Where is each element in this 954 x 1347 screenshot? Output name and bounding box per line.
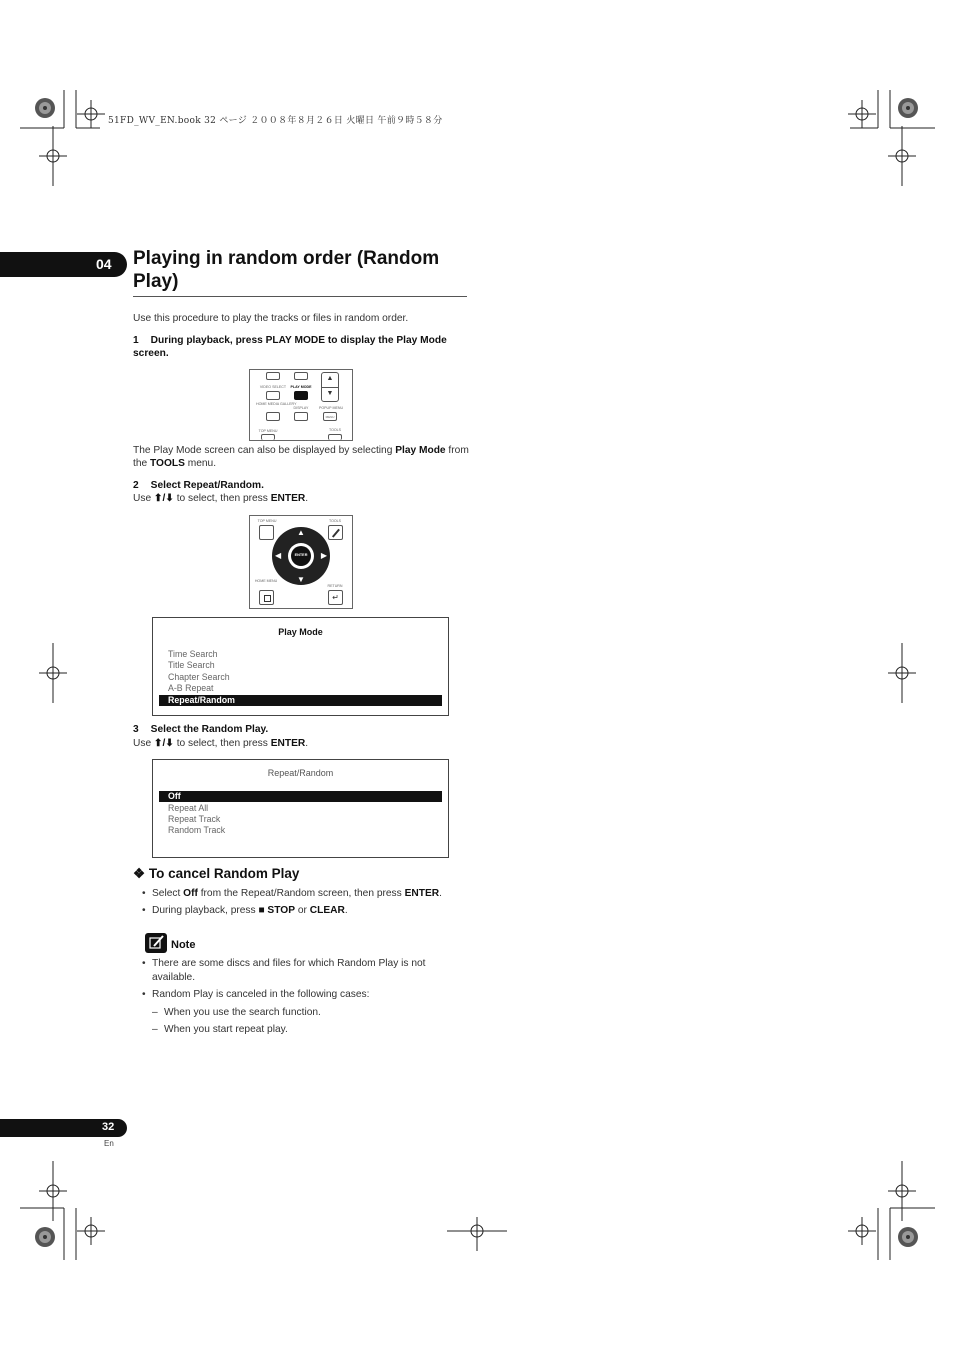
note-subitem: – When you use the search function. — [152, 1007, 321, 1018]
left-arrow-icon: ◀ — [275, 551, 282, 560]
step-3-instruction: Use ⬆/⬇ to select, then press ENTER. — [133, 738, 309, 749]
step-text: Select the Random Play. — [150, 724, 269, 735]
repeat-random-screen — [152, 759, 449, 858]
remote-key — [328, 434, 342, 440]
step-number: 3 — [133, 724, 139, 735]
osd-item: Repeat Track — [168, 814, 221, 824]
return-icon: ↵ — [328, 590, 343, 605]
step-2 — [133, 479, 463, 492]
remote-label-return: RETURN — [327, 584, 343, 588]
note-heading: Note — [171, 939, 196, 951]
step-number: 1 — [133, 335, 139, 346]
remote-label-popup-menu: POPUP MENU — [318, 406, 344, 410]
remote-key — [266, 412, 280, 421]
page-language: En — [104, 1139, 114, 1148]
remote-label-home-menu: HOME MENU — [254, 579, 278, 583]
cancel-section-heading: ❖ To cancel Random Play — [133, 866, 300, 881]
print-header: 51FD_WV_EN.book 32 ページ ２００８年８月２６日 火曜日 午前９時５８分 — [108, 116, 443, 126]
right-arrow-icon: ▶ — [320, 551, 327, 560]
remote-label-play-mode: PLAY MODE — [290, 385, 312, 389]
step-text: During playback, press PLAY MODE to display the Play Mode screen. — [133, 335, 447, 359]
play-mode-tools-note: The Play Mode screen can also be displayed by selecting Play Mode from the TOOLS menu. — [133, 445, 469, 469]
remote-label-enter: ENTER — [294, 553, 308, 557]
page-title: Playing in random order (Random Play) — [133, 248, 440, 292]
remote-label-tools: TOOLS — [328, 428, 342, 432]
osd-item: A-B Repeat — [168, 683, 214, 693]
arrow-keys-icon: ⬆/⬇ — [153, 738, 174, 749]
remote-label-display: DISPLAY — [293, 406, 309, 410]
down-arrow-icon: ▼ — [297, 575, 305, 584]
note-pencil-icon — [145, 933, 167, 953]
remote-illustration-play-mode — [249, 369, 353, 441]
osd-item: Chapter Search — [168, 672, 230, 682]
osd-item: Repeat All — [168, 803, 209, 813]
osd-title: Play Mode — [278, 627, 323, 637]
cancel-bullet-2: • During playback, press ■ STOP or CLEAR. — [142, 905, 348, 916]
up-arrow-icon: ▲ — [297, 528, 305, 537]
remote-key — [294, 412, 308, 421]
osd-item: Time Search — [168, 649, 218, 659]
osd-selected-item: Off — [159, 791, 442, 802]
page-number: 32 — [102, 1121, 115, 1133]
remote-label-top-menu: TOP MENU — [257, 519, 277, 523]
navigation-ring — [272, 527, 330, 585]
remote-key — [266, 372, 280, 380]
chapter-number: 04 — [96, 256, 112, 272]
remote-key — [261, 434, 275, 440]
intro-text: Use this procedure to play the tracks or files in random order. — [133, 313, 409, 324]
osd-selected-item: Repeat/Random — [159, 695, 442, 706]
remote-menu-key — [323, 412, 337, 421]
osd-item: Random Track — [168, 825, 226, 835]
tools-pencil-icon — [328, 525, 343, 540]
step-1 — [133, 334, 463, 360]
play-mode-screen — [152, 617, 449, 716]
enter-key — [288, 543, 314, 569]
remote-key — [294, 372, 308, 380]
note-subitem: – When you start repeat play. — [152, 1024, 288, 1035]
step-2-instruction: Use ⬆/⬇ to select, then press ENTER. — [133, 493, 309, 504]
arrow-keys-icon: ⬆/⬇ — [153, 493, 174, 504]
remote-updown-key: ▲ ▼ — [321, 372, 339, 402]
note-item: • There are some discs and files for which Random Play is not available. — [142, 958, 426, 983]
cancel-bullet-1: • Select Off from the Repeat/Random screen, then press ENTER. — [142, 888, 442, 899]
remote-label-video-select: VIDEO SELECT — [259, 385, 287, 389]
step-text: Select Repeat/Random. — [150, 480, 264, 491]
osd-title: Repeat/Random — [267, 768, 334, 778]
remote-illustration-navigation — [249, 515, 353, 609]
remote-label-menu: MENU — [325, 415, 335, 419]
osd-item: Title Search — [168, 660, 215, 670]
home-icon — [259, 590, 274, 605]
step-number: 2 — [133, 480, 139, 491]
play-mode-key — [294, 391, 308, 400]
remote-label-top-menu: TOP MENU — [258, 429, 278, 433]
step-3 — [133, 723, 463, 736]
title-divider — [133, 296, 467, 297]
remote-label-home-media-gallery: HOME MEDIA GALLERY — [256, 402, 297, 406]
remote-key — [266, 391, 280, 400]
note-item: • Random Play is canceled in the following cases: — [142, 989, 370, 1000]
remote-label-tools: TOOLS — [328, 519, 342, 523]
diamond-bullet-icon: ❖ — [133, 866, 146, 881]
